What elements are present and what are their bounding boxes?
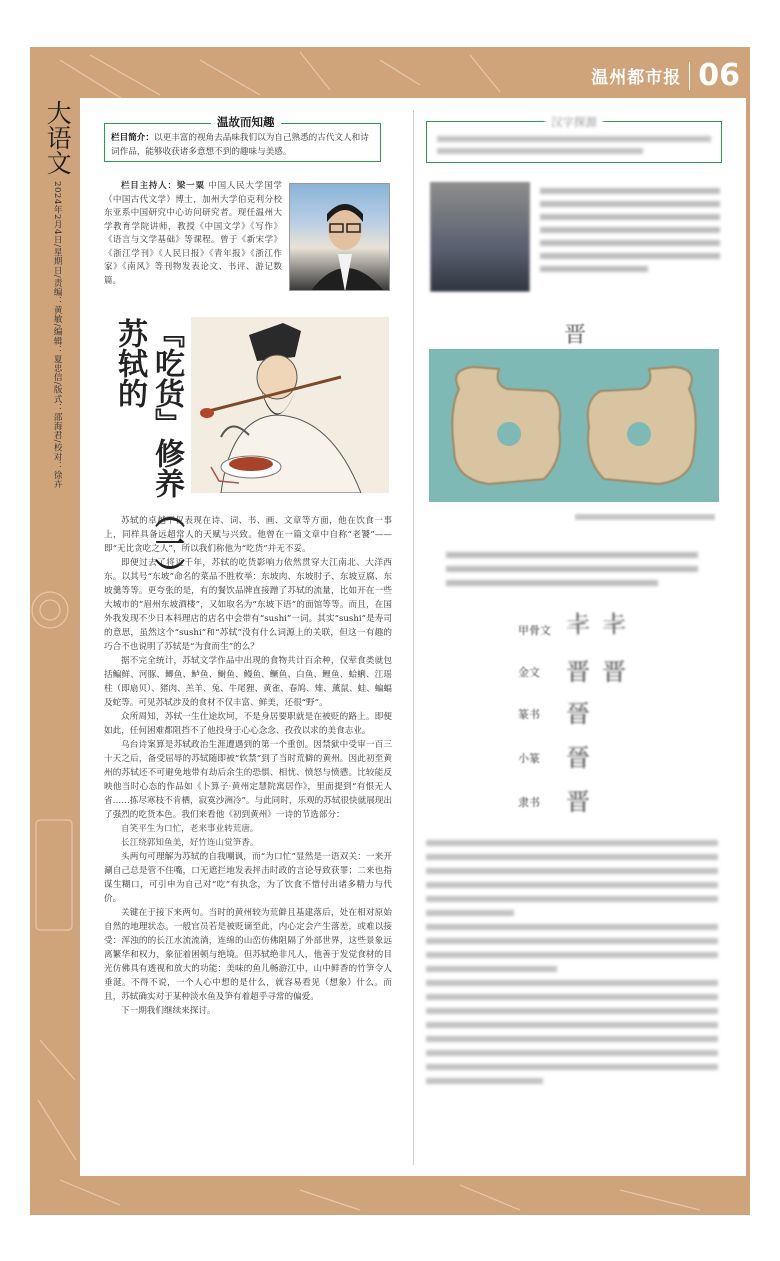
script-glyph: 𠦋	[602, 611, 626, 639]
ancient-coin-image	[429, 349, 719, 502]
blurred-line	[446, 580, 658, 586]
paragraph: 头两句可理解为苏轼的自我嘲讽，而“为口忙”显然是一语双关：一来开涮自己总是管不住嘴，口无遮拦地发表抨击时政的言论导致获罪；二来也指谋生糊口，可引申为自己对“吃”有执念，为了饮食不惜付出诸多精力与代价。	[104, 852, 392, 904]
blurred-line	[540, 227, 720, 233]
blurred-line	[426, 938, 718, 944]
poem-line: 自笑平生为口忙，老来事业转荒唐。	[121, 824, 259, 834]
script-glyph: 晋	[602, 658, 626, 686]
host-bio	[104, 180, 282, 288]
blurred-line	[426, 1078, 543, 1084]
blurred-line	[426, 952, 718, 958]
script-glyph: 𠦋	[566, 611, 590, 639]
poem-line: 长江绕郭知鱼美，好竹连山觉笋香。	[121, 838, 259, 848]
right-host-bio	[540, 186, 720, 279]
paragraph: 乌台诗案算是苏轼政治生涯遭遇到的第一个重创。因禁狱中受审一百三十天之后，备受屈辱的苏轼随即被“软禁”到了当时荒僻的黄州。因此初至黄州的苏轼还不可避免地带有劫后余生的恐惧、相忧、愤怒与愤懑。比较能反映他当时心态的作品如《卜算子·黄州定慧院寓居作》，里面提到“有恨无人省……拣尽寒枝不肯栖，寂寞沙洲冷”。与此同时，乐观的苏轼很快就展现出了强烈的吃货本色。我们来看他《初到黄州》一诗的节选部分：	[104, 740, 392, 820]
blurred-line	[426, 1008, 718, 1014]
right-column-heading: 汉字探源	[545, 114, 603, 130]
script-glyph: 晉	[566, 700, 590, 728]
page-number: 06	[698, 58, 740, 93]
paragraph: 据不完全统计，苏轼文学作品中出现的食物共计百余种，仅荤食类就包括鳊鲜、河豚、鲫鱼、鲈鱼、鲥鱼、鳗鱼、鳜鱼、白鱼、鲤鱼、蛤蜊、江瑶柱（即扇贝）、猪肉、羔羊、兔、牛尾狸、黄雀、春鸠、雉、薰鼠、蛙、蝙蝠及蛇等。可见苏轼涉及的食材不仅丰富、鲜美，还很“野”。	[104, 656, 392, 708]
blurred-line	[426, 882, 718, 888]
right-host-photo	[430, 182, 530, 292]
script-glyph: 晋	[566, 658, 590, 686]
newspaper-name: 温州都市报	[591, 68, 682, 88]
blurred-line	[426, 1050, 718, 1056]
script-glyph: 晉	[566, 744, 590, 772]
script-label: 甲骨文	[518, 624, 551, 637]
featured-character: 晋	[564, 323, 587, 348]
host-portrait	[290, 184, 390, 291]
blurred-line	[426, 910, 514, 916]
issue-meta: 2024年2月4日/星期日/责编：黄敏/编辑：夏忠信/版式：邵海君/校对：徐卉	[52, 181, 63, 489]
right-intro-paragraph	[426, 548, 718, 594]
column-intro-text: 以更丰富的视角去品味我们以为自己熟悉的古代文人和诗词作品，能够收获诸多意想不到的趣味与美感。	[111, 133, 369, 157]
blurred-line	[540, 266, 648, 272]
blurred-line	[446, 566, 698, 572]
column-intro-heading: 温故而知趣	[211, 114, 281, 130]
blurred-line	[426, 854, 718, 860]
script-label: 篆书	[518, 708, 540, 721]
su-shi-illustration	[191, 317, 389, 493]
script-glyph: 晋	[566, 788, 590, 816]
blurred-line	[426, 868, 718, 874]
blurred-line	[540, 253, 720, 259]
host-photo	[289, 183, 390, 291]
blurred-line	[540, 188, 720, 194]
paragraph: 即便过去了将近千年，苏轼的吃货影响力依然贯穿大江南北、大洋西东。以其号“东坡”命名的菜品不胜枚举：东坡肉、东坡肘子、东坡豆腐、东坡羹等等。更夸张的是，有的餐饮品牌直接蹭了苏轼的流量，比如开在一些大城市的“眉州东坡酒楼”，又如取名为“东坡下语”的面馆等等。而且，在国外我发现不少日本料理店的店名中会带有“sushi”一词。其实“sushi”是寿司的意思，虽然这个“sushi”和“苏轼”没有什么词源上的关联，但这一有趣的巧合不也说明了苏轼是“为食而生”的么？	[104, 558, 392, 652]
script-label: 隶书	[518, 796, 540, 809]
article-title-line2: 『吃货』修养（一）	[149, 318, 184, 588]
blurred-line	[540, 201, 720, 207]
masthead	[591, 58, 740, 93]
host-label: 栏目主持人：梁一粟	[121, 181, 205, 191]
blurred-line	[426, 896, 718, 902]
host-bio-text: 中国人民大学国学（中国古代文学）博士，加州大学伯克利分校东亚系中国研究中心访问研究者。现任温州大学教育学院讲师，教授《中国文学》《写作》《语言与文学基础》等课程。曾于《新宋学》《浙江学刊》《人民日报》《青年报》《浙江作家》《南风》等刊物发表论文、书评、游记数篇。	[104, 181, 282, 286]
blurred-line	[426, 966, 557, 972]
article-title-line1: 苏轼的	[112, 318, 147, 408]
blurred-line	[426, 1022, 718, 1028]
paragraph: 关键在于接下来两句。当时的黄州较为荒僻且基建落后，处在相对原始自然的地理状态。一般官员若是被贬谪至此，内心定会产生落差，或难以接受：浑浊的的长江水流流淌，连绵的山峦仿佛阻隔了外部世界，这些景象远离繁华和权力，象征着困顿与绝境。但苏轼绝非凡人，他善于发觉食材的目光仿佛具有透视和放大的功能：美味的鱼儿畅游江中，山中鲜香的竹笋令人垂涎。不得不说，一个人心中想的是什么，就容易看见（想象）什么。而且，苏轼确实对于某种淡水鱼及笋有着超乎寻常的偏爱。	[104, 908, 392, 1002]
blurred-line	[426, 1064, 718, 1070]
blurred-line	[426, 994, 718, 1000]
blurred-line	[426, 924, 718, 930]
paragraph: 众所周知，苏轼一生仕途坎坷，不是身居要职就是在被贬的路上。即便如此，任何困难都阻挡不了他投身于心心念念、孜孜以求的美食志业。	[104, 712, 392, 736]
su-shi-drawing	[191, 317, 389, 493]
blurred-intro-text	[437, 148, 643, 154]
column-intro	[111, 131, 374, 159]
blurred-line	[426, 840, 718, 846]
blurred-line	[540, 240, 720, 246]
script-label: 金文	[518, 666, 540, 679]
paragraph: 苏轼的卓越不仅表现在诗、词、书、画、文章等方面，他在饮食一事上，同样具备远超常人的天赋与兴致。他曾在一篇文章中自称“老饕”——即“无比贪吃之人”，所以我们称他为“吃货”并无不妥。	[104, 516, 392, 554]
right-body-text	[426, 836, 718, 1092]
article-body	[104, 514, 392, 1018]
column-divider	[413, 110, 414, 1165]
blurred-line	[446, 552, 698, 558]
masthead-divider	[689, 62, 690, 90]
script-label: 小篆	[518, 752, 540, 765]
coin-drawing	[429, 349, 719, 502]
column-intro-label: 栏目简介：	[111, 133, 154, 143]
column-sidebar	[38, 100, 76, 489]
blurred-caption	[575, 514, 715, 520]
image-caption	[575, 514, 715, 520]
paragraph: 下一期我们继续来探讨。	[121, 1006, 216, 1016]
blurred-intro-text	[437, 136, 711, 142]
blurred-line	[426, 980, 718, 986]
blurred-line	[426, 1036, 718, 1042]
column-name: 大语文	[43, 100, 73, 175]
blurred-line	[540, 214, 720, 220]
